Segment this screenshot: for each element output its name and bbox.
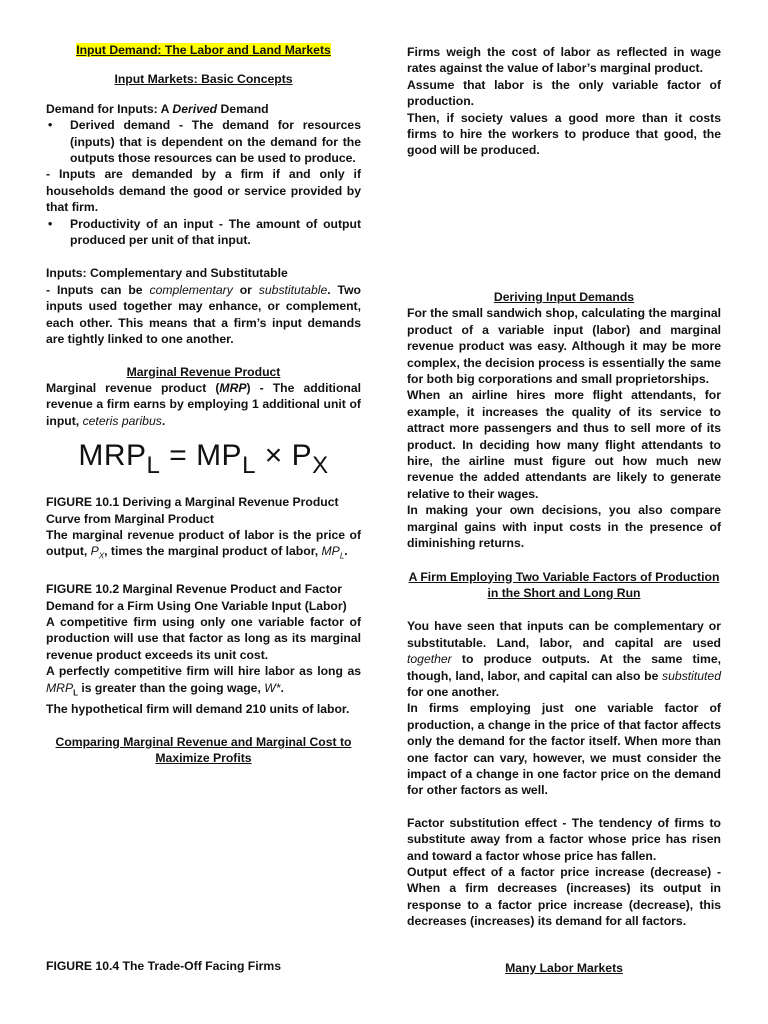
heading-two-variable-factors: A Firm Employing Two Variable Factors of Production in the Short and Long Run <box>408 569 720 600</box>
paragraph-complementary-substitutable <box>407 618 721 700</box>
formula-part: × P <box>255 439 313 473</box>
paragraph-society-values: Then, if society values a good more than it costs firms to hire the workers to produce that good, the good will be produced. <box>407 110 721 158</box>
heading-complementary: Inputs: Complementary and Substitutable <box>46 266 288 281</box>
figure-title: FIGURE 10.1 Deriving a Marginal Revenue Product Curve from Marginal Product <box>46 495 339 526</box>
emphasis: complementary <box>149 282 233 297</box>
document-title-line <box>46 42 361 58</box>
heading-demand-for-inputs <box>46 101 361 117</box>
heading-many-labor-markets: Many Labor Markets <box>505 961 623 975</box>
text: to produce outputs. At the same time, though, land, labor, and capital can also be <box>407 652 721 683</box>
bullet-icon: • <box>48 216 53 231</box>
paragraph-complementary <box>46 282 361 348</box>
document-title: Input Demand: The Labor and Land Markets <box>76 43 331 57</box>
paragraph-own-decisions: In making your own decisions, you also compare marginal gains with input costs in the presence of diminishing returns. <box>407 503 721 551</box>
paragraph-factor-substitution-effect <box>407 815 721 864</box>
formula-subscript: L <box>242 452 256 480</box>
text: . Two inputs used together may enhance, or complement, each other. This means that a firm’s input demands are tightly linked to one another. <box>46 282 361 347</box>
text: A perfectly competitive firm will hire labor as long as <box>46 664 361 679</box>
paragraph-firms-weigh: Firms weigh the cost of labor as reflected in wage rates against the value of labor’s marginal product. <box>407 45 721 76</box>
bullet-text: - The demand for resources (inputs) that is dependent on the demand for the outputs those resources can be used to produce. <box>70 118 361 166</box>
heading-deriving-input-demands: Deriving Input Demands <box>493 290 635 304</box>
right-column <box>407 44 721 159</box>
left-column <box>46 42 361 767</box>
bullet-productivity <box>46 216 361 249</box>
term: Factor substitution effect <box>407 815 558 830</box>
text: You have seen that inputs can be complementary or substitutable. Land, labor, and capital are used <box>407 619 721 650</box>
text: . <box>344 544 348 559</box>
figure-10-2-text-2 <box>46 663 361 701</box>
bullet-icon: • <box>48 118 53 133</box>
text: - The tendency of firms to substitute away from a factor whose price has risen and toward a factor whose price has fallen. <box>407 815 721 863</box>
text: for one another. <box>407 684 500 699</box>
paragraph-one-variable-factor: In firms employing just one variable factor of production, a change in the price of that factor affects only the demand for the factor itself. When more than one factor can vary, however, we must consider the impact of a change in one factor price on the demand for other factors as well. <box>407 701 721 798</box>
figure-10-4-caption <box>46 958 366 974</box>
heading-marginal-revenue-product: Marginal Revenue Product <box>126 364 281 379</box>
bullet-text: Productivity of an input - The amount of output produced per unit of that input. <box>70 216 361 248</box>
paragraph-airline: When an airline hires more flight attendants, for example, it increases the quality of its service to attract more passengers and thus to sell more of its product. In deciding how many flight attendants to hire, the airline must figure out how much new revenue the added attendants are likely to generate relative to their wages. <box>407 388 721 501</box>
paragraph-mrp-definition <box>46 380 361 429</box>
bullet-derived-demand <box>46 117 361 166</box>
right-column-section-deriving <box>407 289 721 930</box>
emphasis: MRP <box>219 380 247 395</box>
emphasis: P <box>90 544 99 559</box>
formula-part: = MP <box>160 439 243 473</box>
paragraph-inputs-demanded: - Inputs are demanded by a firm if and only if households demand the good or service provided by that firm. <box>46 167 361 215</box>
formula-subscript: X <box>312 452 329 480</box>
figure-title: FIGURE 10.4 The Trade-Off Facing Firms <box>46 959 281 973</box>
heading-text: Demand <box>217 101 269 116</box>
emphasis: W* <box>264 680 281 695</box>
text: is greater than the going wage, <box>77 680 265 695</box>
emphasis: substituted <box>662 668 721 683</box>
subscript: X <box>98 551 105 561</box>
heading-comparing-mr-mc: Comparing Marginal Revenue and Marginal Cost to Maximize Profits <box>55 734 352 766</box>
text: Marginal revenue product ( <box>46 380 220 395</box>
text: , times the marginal product of labor, <box>104 544 322 559</box>
emphasis: MRP <box>46 680 74 695</box>
heading-text: Demand for Inputs: A <box>46 101 173 116</box>
text: or <box>232 282 259 297</box>
figure-10-1-caption <box>46 494 361 527</box>
emphasis: substitutable <box>258 282 328 297</box>
figure-10-2-caption <box>46 581 361 614</box>
section-heading-input-markets: Input Markets: Basic Concepts <box>114 72 293 87</box>
text: . <box>280 680 284 695</box>
text: . <box>161 413 166 428</box>
emphasis: ceteris paribus <box>82 413 162 428</box>
figure-title: FIGURE 10.2 Marginal Revenue Product and Factor Demand for a Firm Using One Variable Input (Labor) <box>46 582 347 613</box>
bullet-term: Derived demand <box>70 118 171 133</box>
figure-10-2-text-1: A competitive firm using only one variable factor of production will use that factor as long as its marginal revenue product exceeds its unit cost. <box>46 615 361 662</box>
subscript: L <box>339 551 345 561</box>
text: ) - The additional revenue a firm earns by employing 1 additional unit of input, <box>46 380 361 428</box>
text: The marginal revenue product of labor is the price of output, <box>46 527 361 559</box>
paragraph-output-effect <box>407 864 721 930</box>
figure-10-1-text <box>46 527 361 565</box>
subscript: L <box>73 688 78 698</box>
paragraph-sandwich-shop: For the small sandwich shop, calculating the marginal product of a variable input (labor) and marginal revenue product was easy. Although it may be more complex, the decision process is essentially the same for both big corporations and small proprietorships. <box>407 306 721 387</box>
formula-part: MRP <box>78 439 147 473</box>
emphasis: together <box>407 652 452 667</box>
mrp-formula <box>46 437 361 485</box>
text: - When a firm decreases (increases) its output in response to a factor price increase (decrease), this decreases (increases) its demand for all factors. <box>407 865 721 929</box>
formula-subscript: L <box>146 452 161 480</box>
term: Output effect of a factor price increase (decrease) <box>407 865 712 879</box>
text: - Inputs can be <box>46 282 150 297</box>
heading-emphasis: Derived <box>172 101 218 116</box>
emphasis: MP <box>321 544 340 559</box>
figure-10-2-text-3: The hypothetical firm will demand 210 units of labor. <box>46 702 350 717</box>
paragraph-assume-labor: Assume that labor is the only variable factor of production. <box>407 77 721 109</box>
